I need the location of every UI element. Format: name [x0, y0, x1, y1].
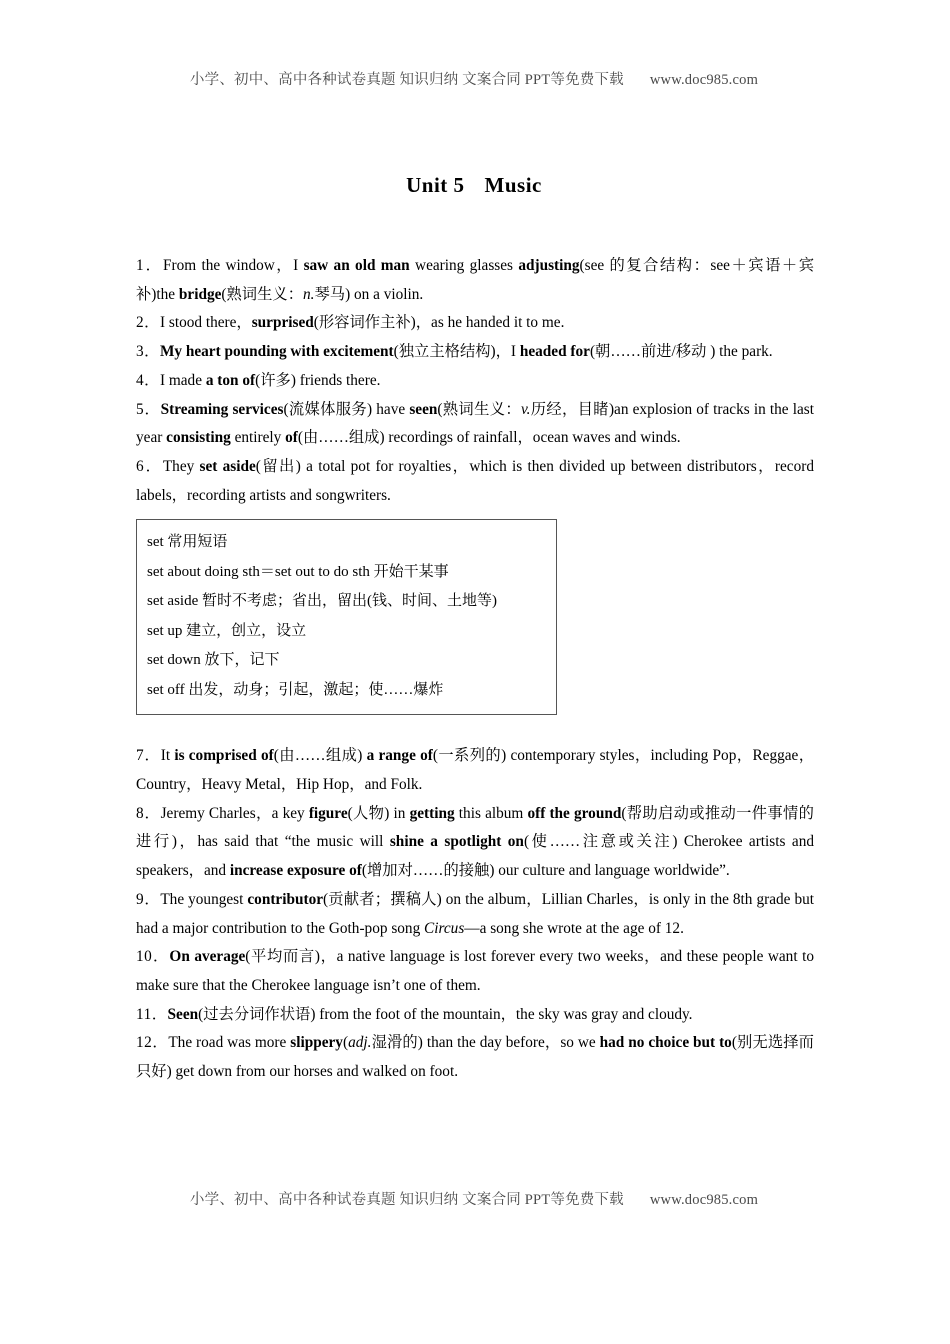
- item-number: 11．: [136, 1005, 168, 1023]
- list-item: [136, 338, 814, 367]
- section-spacer: [136, 725, 814, 742]
- item-number: 4．: [136, 371, 160, 389]
- item-number: 8．: [136, 804, 161, 822]
- list-item: [136, 252, 814, 309]
- set-phrases-box: [136, 519, 557, 715]
- list-item: [136, 453, 814, 510]
- item-number: 1．: [136, 257, 163, 274]
- items-group-one: [136, 252, 814, 510]
- footer-banner-text: 小学、初中、高中各种试卷真题 知识归纳 文案合同 PPT等免费下载: [189, 1192, 624, 1208]
- content-body: [136, 252, 814, 1087]
- header-banner: [136, 68, 812, 89]
- page-title-unit: Unit 5: [406, 173, 465, 197]
- item-number: 2．: [136, 314, 160, 332]
- list-item: [136, 396, 814, 453]
- box-line: set up 建立，创立，设立: [147, 622, 307, 639]
- box-line: set 常用短语: [147, 534, 228, 551]
- item-text: I made a ton of(许多) friends there.: [159, 371, 381, 389]
- item-number: 5．: [136, 400, 161, 418]
- item-text: They set aside(留出) a total pot for royalties，which is then divided up between distributors，record labels，recording artists and songwriters.: [136, 457, 814, 504]
- item-text: The road was more slippery(adj.湿滑的) than the day before，so we had no choice but to(别无选择而只好) get down from our horses and walked on foot.: [136, 1034, 814, 1081]
- item-text: Jeremy Charles，a key figure(人物) in getting this album off the ground(帮助启动或推动一件事情的进行)，has said that “the music will shine a spotlight on(使……注意或关注) Cherokee artists and speakers，and increase exposure of(增加对……的接触) our culture and language worldwide”.: [136, 804, 814, 880]
- item-text: Streaming services(流媒体服务) have seen(熟词生义：v.历经，目睹)an explosion of tracks in the last year consisting entirely of(由……组成) recordings of rainfall，ocean waves and winds.: [136, 400, 814, 447]
- item-text: It is comprised of(由……组成) a range of(一系列的) contemporary styles，including Pop，Reggae，Country，Heavy Metal，Hip Hop，and Folk.: [136, 747, 815, 794]
- footer-banner: [136, 1188, 812, 1209]
- list-item: [136, 742, 814, 799]
- list-item: [136, 1029, 814, 1086]
- items-group-two: [136, 742, 814, 1086]
- item-number: 10．: [136, 948, 170, 966]
- page-title-name: Music: [484, 173, 542, 197]
- item-text: Seen(过去分词作状语) from the foot of the mountain，the sky was gray and cloudy.: [167, 1005, 693, 1023]
- box-line: set down 放下，记下: [147, 652, 280, 669]
- item-number: 12．: [136, 1034, 169, 1052]
- header-banner-site: www.doc985.com: [649, 72, 759, 88]
- item-number: 9．: [136, 890, 161, 908]
- item-number: 3．: [136, 343, 160, 361]
- list-item: [136, 1001, 814, 1030]
- item-number: 6．: [136, 457, 163, 475]
- box-line: set aside 暂时不考虑；省出，留出(钱、时间、土地等): [147, 593, 497, 610]
- list-item: [136, 367, 814, 396]
- item-text: I stood there，surprised(形容词作主补)，as he handed it to me.: [159, 314, 565, 332]
- item-text: From the window，I saw an old man wearing glasses adjusting(see 的复合结构：see＋宾语＋宾补)the bridge(熟词生义：n.琴马) on a violin.: [136, 257, 814, 303]
- header-banner-text: 小学、初中、高中各种试卷真题 知识归纳 文案合同 PPT等免费下载: [189, 72, 624, 88]
- list-item: [136, 800, 814, 886]
- list-item: [136, 886, 814, 943]
- item-number: 7．: [136, 747, 161, 765]
- item-text: The youngest contributor(贡献者；撰稿人) on the album，Lillian Charles，is only in the 8th grade but had a major contribution to the Goth-pop song Circus—a song she wrote at the age of 12.: [136, 890, 814, 937]
- box-line: set about doing sth＝set out to do sth 开始干某事: [147, 563, 449, 580]
- box-line: set off 出发，动身；引起，激起；使……爆炸: [147, 681, 444, 698]
- list-item: [136, 309, 814, 338]
- page-title: [136, 173, 812, 198]
- item-text: On average(平均而言)，a native language is lost forever every two weeks，and these people want to make sure that the Cherokee language isn’t one of them.: [136, 948, 814, 994]
- item-text: My heart pounding with excitement(独立主格结构)，I headed for(朝……前进/移动 ) the park.: [159, 343, 773, 361]
- list-item: [136, 943, 814, 1000]
- footer-banner-site: www.doc985.com: [649, 1192, 759, 1208]
